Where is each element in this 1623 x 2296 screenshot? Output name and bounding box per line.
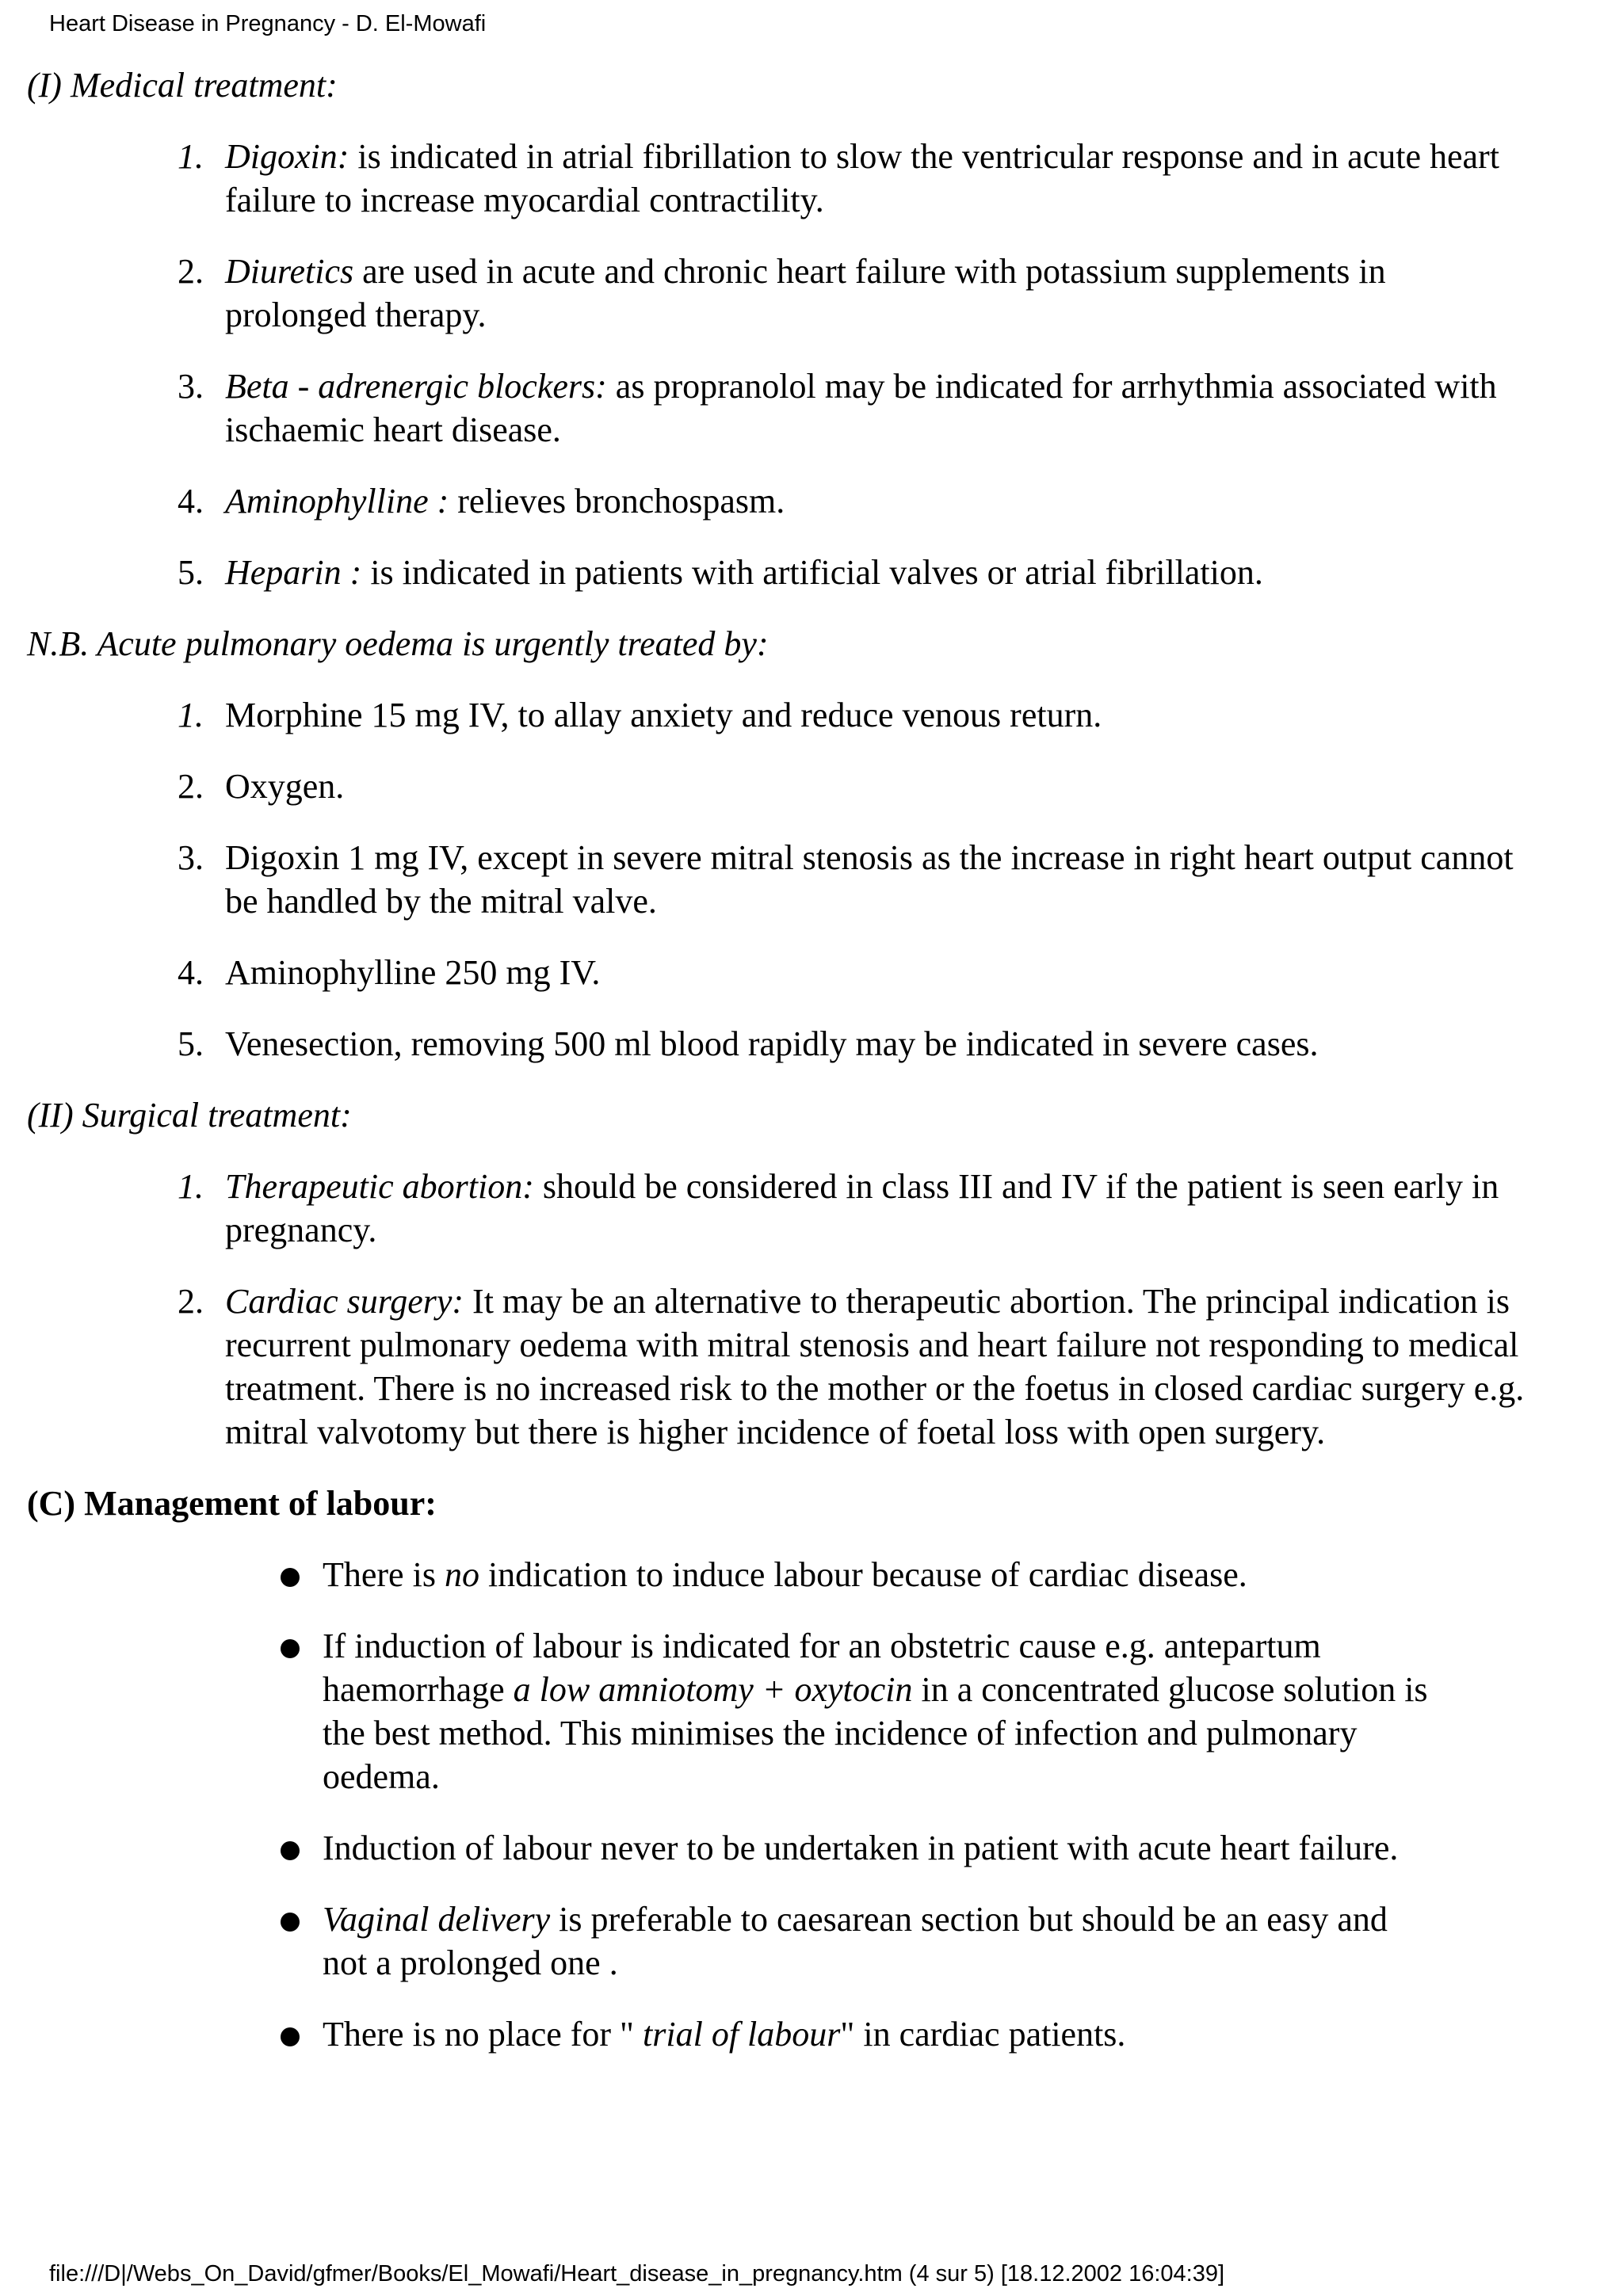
bullet-emphasis: Vaginal delivery [323, 1900, 551, 1939]
bullet-icon [281, 1568, 300, 1587]
pulmonary-oedema-list [27, 693, 1525, 1066]
procedure-term: Cardiac surgery: [225, 1282, 464, 1321]
list-number: 2. [178, 767, 204, 806]
list-number: 3. [178, 367, 204, 406]
bullet-emphasis: trial of labour [643, 2015, 841, 2054]
list-item [323, 2012, 1432, 2056]
list-item [178, 1022, 1525, 1066]
bullet-emphasis: a low amniotomy + oxytocin [513, 1670, 913, 1709]
list-item [178, 1165, 1525, 1252]
list-item [323, 1826, 1432, 1870]
medical-treatment-list [27, 135, 1525, 594]
page-header-title: Heart Disease in Pregnancy - D. El-Mowafi [49, 11, 487, 36]
document-content [27, 63, 1525, 2084]
bullet-text: " in cardiac patients. [840, 2015, 1126, 2054]
list-number: 1. [178, 137, 204, 176]
drug-term: Heparin : [225, 553, 362, 592]
list-item [323, 1624, 1432, 1798]
page-footer-path: file:///D|/Webs_On_David/gfmer/Books/El_Mowafi/Heart_disease_in_pregnancy.htm (4 sur 5) [18.12.2002 16:04:39] [49, 2261, 1225, 2286]
bullet-text: There is no place for " [323, 2015, 643, 2054]
list-item [178, 135, 1525, 222]
bullet-text: in a concentrated glucose solution is the best method. This minimises the incidence of infection and pulmonary oedema. [323, 1670, 1428, 1796]
list-number: 2. [178, 252, 204, 291]
list-number: 2. [178, 1282, 204, 1321]
list-item [178, 836, 1525, 923]
surgical-treatment-list [27, 1165, 1525, 1454]
list-number: 4. [178, 482, 204, 521]
bullet-text: indication to induce labour because of cardiac disease. [479, 1555, 1247, 1594]
bullet-emphasis: no [444, 1555, 479, 1594]
list-item [178, 364, 1525, 452]
bullet-icon [281, 1913, 300, 1932]
list-number: 3. [178, 838, 204, 877]
bullet-text: is preferable to caesarean section but should be an easy and not a prolonged one . [323, 1900, 1388, 1982]
labour-management-heading: (C) Management of labour: [27, 1484, 437, 1523]
list-item [178, 1280, 1525, 1454]
list-item [178, 951, 1525, 994]
procedure-term: Therapeutic abortion: [225, 1167, 534, 1206]
procedure-description: It may be an alternative to therapeutic abortion. The principal indication is recurrent pulmonary oedema with mitral stenosis and heart failure not responding to medical treatment. There is no increased risk to the mother or the foetus in closed cardiac surgery e.g. mitral valvotomy but there is higher incidence of foetal loss with open surgery. [225, 1282, 1525, 1451]
list-item [323, 1897, 1432, 1985]
bullet-icon [281, 1639, 300, 1658]
drug-term: Diuretics [225, 252, 354, 291]
list-number: 5. [178, 1024, 204, 1063]
procedure-description: should be considered in class III and IV if the patient is seen early in pregnancy. [225, 1167, 1499, 1249]
list-item-text: Aminophylline 250 mg IV. [225, 953, 601, 992]
medical-treatment-heading: (I) Medical treatment: [27, 66, 338, 105]
drug-term: Beta - adrenergic blockers: [225, 367, 607, 406]
list-item-text: Oxygen. [225, 767, 345, 806]
list-item-text: Digoxin 1 mg IV, except in severe mitral stenosis as the increase in right heart output cannot be handled by the mitral valve. [225, 838, 1514, 921]
list-item-text: Venesection, removing 500 ml blood rapidly may be indicated in severe cases. [225, 1024, 1319, 1063]
bullet-icon [281, 2027, 300, 2046]
drug-term: Digoxin: [225, 137, 349, 176]
list-item [178, 765, 1525, 808]
list-number: 1. [178, 1167, 204, 1206]
pulmonary-oedema-heading: N.B. Acute pulmonary oedema is urgently treated by: [27, 624, 769, 663]
bullet-icon [281, 1841, 300, 1860]
list-item-text: Morphine 15 mg IV, to allay anxiety and reduce venous return. [225, 696, 1102, 734]
list-item [178, 250, 1525, 337]
drug-description: are used in acute and chronic heart failure with potassium supplements in prolonged therapy. [225, 252, 1386, 334]
list-number: 4. [178, 953, 204, 992]
drug-description: is indicated in atrial fibrillation to slow the ventricular response and in acute heart failure to increase myocardial contractility. [225, 137, 1499, 219]
drug-description: relieves bronchospasm. [449, 482, 785, 521]
drug-description: as propranolol may be indicated for arrhythmia associated with ischaemic heart disease. [225, 367, 1497, 449]
drug-description: is indicated in patients with artificial valves or atrial fibrillation. [361, 553, 1263, 592]
list-number: 5. [178, 553, 204, 592]
surgical-treatment-heading: (II) Surgical treatment: [27, 1096, 352, 1135]
list-item [178, 693, 1525, 737]
list-number: 1. [178, 696, 204, 734]
list-item [178, 479, 1525, 523]
drug-term: Aminophylline : [225, 482, 449, 521]
bullet-text: Induction of labour never to be undertaken in patient with acute heart failure. [323, 1829, 1399, 1867]
labour-management-list [27, 1553, 1432, 2056]
list-item [178, 551, 1525, 594]
list-item [323, 1553, 1432, 1596]
bullet-text: If induction of labour is indicated for an obstetric cause e.g. antepartum haemorrhage [323, 1627, 1321, 1709]
bullet-text: There is [323, 1555, 445, 1594]
